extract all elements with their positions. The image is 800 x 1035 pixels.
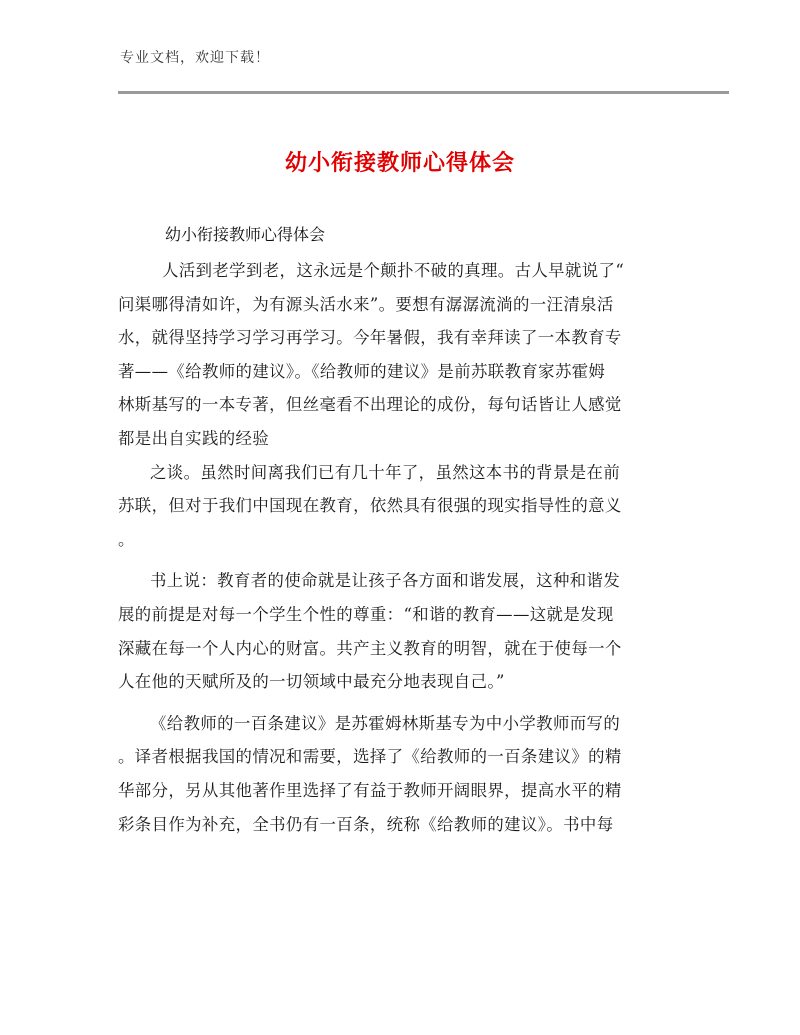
paragraph-line: 问渠哪得清如许，为有源头活水来”。要想有潺潺流淌的一汪清泉活 [118,294,614,314]
paragraph-line: 之谈。虽然时间离我们已有几十年了，虽然这本书的背景是在前 [150,462,621,482]
paragraph-line: 书上说：教育者的使命就是让孩子各方面和谐发展，这种和谐发 [150,571,621,591]
paragraph-line: 人活到老学到老，这永远是个颠扑不破的真理。古人早就说了“ [162,261,625,280]
header-divider [118,91,729,94]
paragraph-line: 水，就得坚持学习学习再学习。今年暑假，我有幸拜读了一本教育专 [118,328,622,348]
paragraph-line: 《给教师的一百条建议》是苏霍姆林斯基专为中小学教师而写的 [150,713,621,733]
paragraph-line: 彩条目作为补充，全书仍有一百条，统称《给教师的建议》。书中每 [118,814,614,834]
paragraph-gap [118,699,678,707]
paragraph-line: 人在他的天赋所及的一切领域中最充分地表现自己。” [118,672,505,692]
paragraph-gap [118,556,678,564]
paragraph-line: 著——《给教师的建议》。《给教师的建议》是前苏联教育家苏霍姆 [118,361,606,381]
document-header-note: 专业文档，欢迎下载！ [120,50,270,66]
paragraph-line: 。 [118,529,135,549]
document-body [118,254,678,841]
paragraph-line: 深藏在每一个人内心的财富。共产主义教育的明智，就在于使每一个 [118,638,622,658]
paragraph-line: 。译者根据我国的情况和需要，选择了《给教师的一百条建议》的精 [118,747,622,767]
paragraph-line: 苏联，但对于我们中国现在教育，依然具有很强的现实指导性的意义 [118,496,622,516]
document-subtitle: 幼小衔接教师心得体会 [165,225,326,244]
paragraph-line: 展的前提是对每一个学生个性的尊重：“和谐的教育——这就是发现 [118,604,614,624]
document-title: 幼小衔接教师心得体会 [284,151,515,176]
paragraph-line: 林斯基写的一本专著，但丝毫看不出理论的成份，每句话皆让人感觉 [118,395,622,415]
paragraph-line: 都是出自实践的经验 [118,428,270,448]
paragraph-line: 华部分，另从其他著作里选择了有益于教师开阔眼界，提高水平的精 [118,780,622,800]
